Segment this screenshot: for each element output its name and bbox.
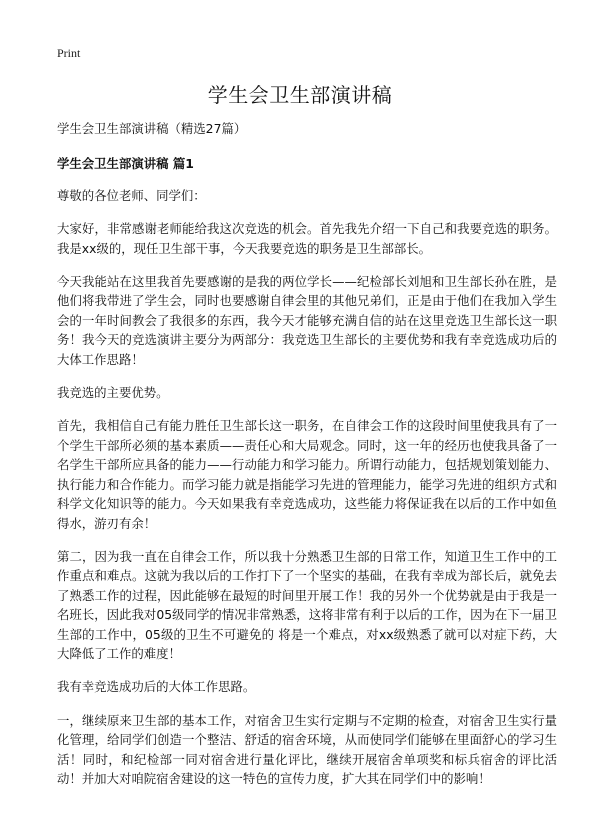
paragraph-second-advantage: 第二，因为我一直在自律会工作，所以我十分熟悉卫生部的日常工作，知道卫生工作中的工作重点和难点。这就为我以后的工作打下了一个坚实的基础，在我有幸成为部长后，就免去了熟悉工作的过程，因此能够在最短的时间里开展工作！我的另外一个优势就是由于我是一名班长，因此我对05级同学的情况非常熟悉，这将非常有利于以后的工作，因为在下一届卫生部的工作中，05级的卫生不可避免的 将是一个难点，对xx级熟悉了就可以对症下药，大大降低了工作的难度！ [57, 548, 557, 661]
paragraph-thanks: 今天我能站在这里我首先要感谢的是我的两位学长——纪检部长刘旭和卫生部长孙在胜，是他们将我带进了学生会，同时也要感谢自律会里的其他兄弟们，正是由于他们在我加入学生会的一年时间教会了我很多的东西，我今天才能够充满自信的站在这里竞选卫生部长这一职务！我今天的竞选演讲主要分为两部分：我竞选卫生部长的主要优势和我有幸竞选成功后的大体工作思路！ [57, 274, 557, 367]
document-subtitle: 学生会卫生部演讲稿（精选27篇） [57, 121, 247, 136]
article-body [57, 119, 557, 802]
paragraph-plan-heading: 我有幸竞选成功后的大体工作思路。 [57, 679, 256, 695]
paragraph-plan-one: 一，继续原来卫生部的基本工作，对宿舍卫生实行定期与不定期的检查，对宿舍卫生实行量化管理，给同学们创造一个整洁、舒适的宿舍环境，从而使同学们能够在里面舒心的学习生活！同时，和纪检部一同对宿舍进行量化评比，继续开展宿舍单项奖和标兵宿舍的评比活动！并加大对咱院宿舍建设的这一特色的宣传力度，扩大其在同学们中的影响！ [57, 712, 557, 786]
section-heading: 学生会卫生部演讲稿 篇1 [57, 156, 194, 172]
paragraph-advantages-heading: 我竞选的主要优势。 [57, 385, 169, 401]
paragraph-first-advantage: 首先，我相信自己有能力胜任卫生部长这一职务，在自律会工作的这段时间里使我具有了一个学生干部所必须的基本素质——责任心和大局观念。同时，这一年的经历也使我具备了一名学生干部所应具备的能力——行动能力和学习能力。所谓行动能力，包括规划策划能力、执行能力和合作能力。而学习能力就是指能学习先进的管理能力，能学习先进的组织方式和科学文化知识等的能力。今天如果我有幸竞选成功，这些能力将保证我在以后的工作中如鱼得水，游刃有余！ [57, 418, 557, 531]
print-link[interactable]: Print [57, 46, 81, 60]
paragraph-salutation: 尊敬的各位老师、同学们： [57, 187, 206, 203]
paragraph-greeting: 大家好，非常感谢老师能给我这次竞选的机会。首先我先介绍一下自己和我要竞选的职务。我是xx级的，现任卫生部干事，今天我要竞选的职务是卫生部部长。 [57, 221, 557, 256]
page-title: 学生会卫生部演讲稿 [207, 83, 393, 107]
